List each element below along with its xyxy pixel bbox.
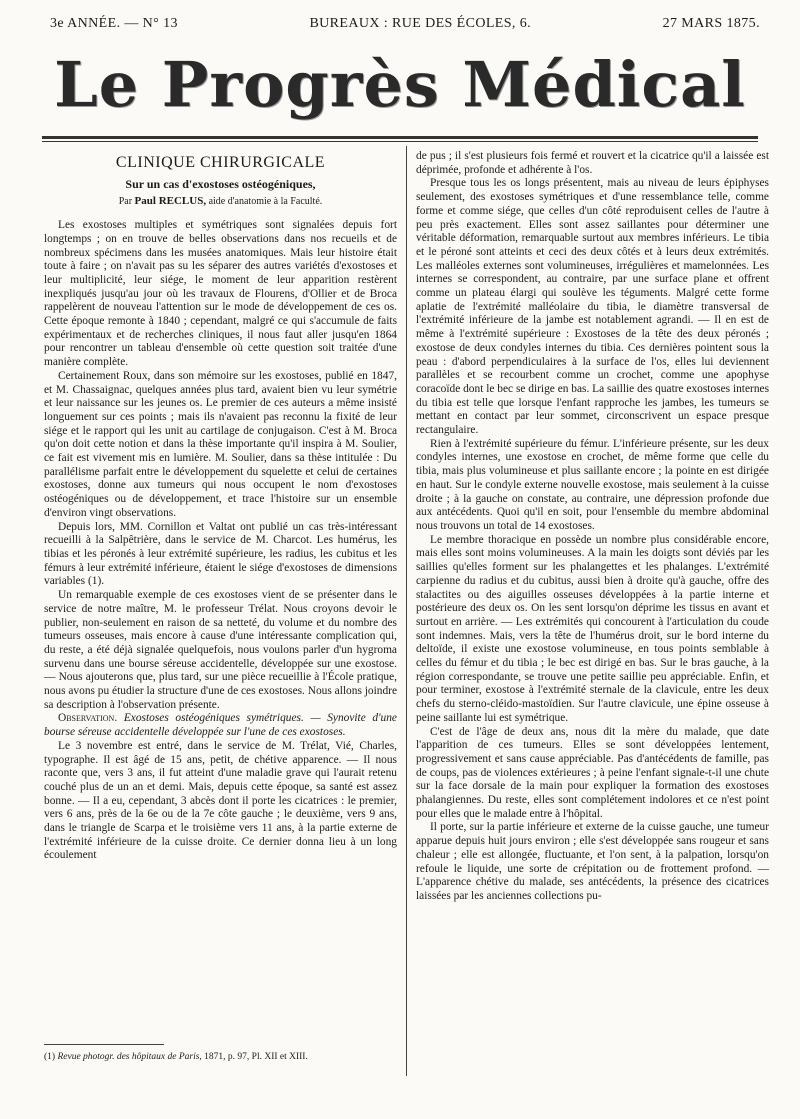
paragraph: Certainement Roux, dans son mémoire sur les exostoses, publié en 1847, et M. Chassaignac, quelques années plus tard, avaient bien vu leur symétrie et leur naissance sur les jeunes os. Le premier de ces auteurs a même insisté longuement sur ces points ; mais ils n'avaient pas reconnu la fixité de leur siége et le rapport qui les unit au cartilage de conjugaison. C'est à M. Broca qu'on doit cette notion et dans la thèse importante qu'il inspira à M. Soulier, ce fait est vivement mis en lumière. M. Soulier, dans sa thèse intitulée : Du parallélisme parfait entre le développement du squelette et celui de certaines exostoses, donne aux tumeurs qui nous occupent le nom d'exostoses ostéogéniques ou de développement, et trace l'histoire sur un ensemble d'environ vingt observations. <box>44 369 397 519</box>
observation-heading <box>44 712 397 739</box>
paragraph: Il porte, sur la partie inférieure et externe de la cuisse gauche, une tumeur apparue depuis huit jours environ ; elle s'est développée sans rougeur et sans chaleur ; elle est allongée, fluctuante, et l'on sent, à la palpation, lorsqu'on refoule le liquide, une sorte de crépitation ou de frottement profond. — L'apparence chétive du malade, ses antécédents, la présence des cicatrices laissées par les anciennes collections pu- <box>416 821 769 902</box>
observation-label: Observation. <box>58 712 118 725</box>
right-column <box>416 150 769 904</box>
paragraph: Presque tous les os longs présentent, mais au niveau de leurs épiphyses seulement, des exostoses symétriques et d'une ressemblance telle, comme forme et comme siége, que celles d'un côté reproduisent celles de l'autre à peu près exactement. Elles sont assez saillantes pour déterminer une véritable déformation, remarquable surtout aux membres inférieurs. Le tibia et le péroné sont atteints et ceci des deux côtés et à leurs deux extrémités. Les malléoles externes sont volumineuses, irrégulières et mamelonnées. Les internes se correspondent, au contraire, par une surface plane et offrent comme un plateau élargi qui soulève les téguments. Malgré cette forme aplatie de l'extrémité malléolaire du tibia, le diamètre transversal de l'extrémité inférieure de la jambe est notablement agrandi. — Il en est de même à l'extrémité supérieure : Exostoses de la tête des deux péronés ; exostose de deux condyles internes du tibia. Ces dernières pointent sous la peau : d'abord perpendiculaires à la surface de l'os, elles lui deviennent parallèles et se recourbent comme un crochet, comme une apophyse coracoïde dont le bec se dirige en bas. La saillie des quatre exostoses internes du tibia est telle que lorsque l'enfant rapproche les jambes, les tumeurs se mettant en contact par leur sommet, circonscrivent un espace presque rectangulaire. <box>416 177 769 437</box>
footnote <box>44 1052 397 1062</box>
paragraph: de pus ; il s'est plusieurs fois fermé et rouvert et la cicatrice qu'il a laissée est déprimée, profonde et adhérente à l'os. <box>416 150 769 176</box>
author-name: Paul RECLUS, <box>134 195 207 208</box>
left-column <box>44 150 397 863</box>
article-title: Sur un cas d'exostoses ostéogéniques, <box>125 176 316 191</box>
byline-prefix: Par <box>118 196 133 208</box>
page-header <box>50 16 760 36</box>
section-title: CLINIQUE CHIRURGICALE <box>115 154 326 171</box>
paragraph: Un remarquable exemple de ces exostoses vient de se présenter dans le service de notre maître, M. le professeur Trélat. Nous croyons devoir le publier, non-seulement en raison de sa netteté, du volume et du nombre des tumeurs osseuses, mais encore à cause d'une intéressante complication qui, du reste, a été déjà signalée quelquefois, nous voulons parler d'un hygroma survenu dans une bourse séreuse accidentelle, développée sur une exostose. — Nous ajouterons que, plus tard, sur une pièce recueillie à l'École pratique, nous avons pu étudier la structure d'une de ces exostoses. Nous allons joindre sa description à l'observation présente. <box>44 589 397 711</box>
masthead-rule-thin <box>42 141 758 142</box>
masthead-rule-thick <box>42 136 758 139</box>
observation-title: Exostoses ostéogéniques symétriques. — Synovite d'une bourse séreuse accidentelle développée sur l'une de ces exostoses. <box>44 712 397 739</box>
byline <box>44 195 397 209</box>
paragraph: Le membre thoracique en possède un nombre plus considérable encore, mais elles sont moins volumineuses. A la main les doigts sont déviés par les saillies qu'elles forment sur les phalangettes et les phalanges. L'extrémité carpienne du radius et du cubitus, aussi bien à droite qu'à gauche, offre des stalactites ou des aiguilles osseuses développées à la partie interne et postérieure des deux os. On les sent lorsqu'on déprime les tissus en avant et surtout en arrière. — Les extrémités qui concourent à l'articulation du coude sont indemnes. Mais, vers la tête de l'humérus droit, sur le bord interne du deltoïde, il existe une exostose volumineuse, en tous points semblable à celles du fémur et du tibia ; le bec est dirigé en bas. Sur le bras gauche, à la région correspondante, se trouve une petite saillie peu appréciable. Enfin, et pour terminer, exostose à l'extrémité sternale de la clavicule, entre les deux chefs du sterno-cléido-mastoïdien. Sur l'autre clavicule, une épine osseuse à peine saillante lui est symétrique. <box>416 533 769 724</box>
byline-suffix: aide d'anatomie à la Faculté. <box>208 196 323 208</box>
footnote-rest: 1871, p. 97, Pl. XII et XIII. <box>204 1052 308 1062</box>
column-divider <box>406 146 407 1076</box>
masthead-title: Le Progrès Médical <box>54 48 746 121</box>
paragraph: C'est de l'âge de deux ans, nous dit la mère du malade, que date l'apparition de ces tumeurs. Elles se sont développées lentement, progressivement et sans cause appréciable. Pas d'antécédents de famille, pas de coups, pas de violences extérieures ; à peine l'enfant signale-t-il une chute sur la face dorsale de la main pour expliquer la formation des exostoses phalangiennes. Du reste, elles sont complétement indolores et ce n'est point pour elles que le malade entre à l'hôpital. <box>416 725 769 820</box>
issue-number: 3e ANNÉE. — N° 13 <box>50 16 178 31</box>
issue-date: 27 MARS 1875. <box>662 16 760 31</box>
paragraph: Les exostoses multiples et symétriques sont signalées depuis fort longtemps ; on en trouve de belles observations dans nos recueils et de nombreux spécimens dans les musées anatomiques. Mais leur histoire était toute à faire ; on n'avait pas su les séparer des autres variétés d'exostoses et leur multiplicité, leur siége, le moment de leur apparition restèrent inexpliqués jusqu'au jour où les travaux de Flourens, d'Ollier et de Broca rappelèrent de nouveau l'attention sur le mode de développement de ces os. Cette époque remonte à 1840 ; cependant, malgré ce qui s'accumule de faits expérimentaux et de recherches cliniques, il nous faut aller jusqu'en 1864 pour rencontrer un tableau d'ensemble où cette question soit traitée d'une manière complète. <box>44 219 397 369</box>
footnote-marker: (1) <box>44 1052 56 1062</box>
footnote-rule <box>44 1044 164 1045</box>
observation-paragraph: Le 3 novembre est entré, dans le service de M. Trélat, Vié, Charles, typographe. Il est âgé de 15 ans, petit, de chétive apparence. — Il nous raconte que, vers 3 ans, il fut atteint d'une maladie grave qui l'aurait retenu couché plus de un an et demi. Mais, depuis cette époque, sa santé est assez bonne. — Il a eu, cependant, 3 abcès dont il porte les cicatrices : le premier, vers 6 ans, près de la 6e ou de la 7e côte gauche ; le deuxième, vers 9 ans, dans le triangle de Scarpa et le troisième vers 11 ans, à la partie externe de l'extrémité inférieure de la cuisse droite. Ce dernier donna lieu à un long écoulement <box>44 739 397 862</box>
paragraph: Depuis lors, MM. Cornillon et Valtat ont publié un cas très-intéressant recueilli à la Salpêtrière, dans le service de M. Charcot. Les humérus, les tibias et les péronés à leur extrémité supérieure, les radius, les cubitus et les fémurs à leur extrémité inférieure, étaient le siége d'exostoses de dimensions variables (1). <box>44 520 397 588</box>
office-address: BUREAUX : RUE DES ÉCOLES, 6. <box>309 16 532 31</box>
paragraph: Rien à l'extrémité supérieure du fémur. L'inférieure présente, sur les deux condyles internes, une exostose en crochet, de même forme que celle du tibia, mais plus volumineuse et plus saillante encore ; la pointe en est dirigée en haut. Sur le condyle externe nouvelle exostose, mais seulement à la cuisse droite ; à la gauche on constate, au contraire, une dépression profonde due aux antécédents. Quoi qu'il en soit, pour l'ensemble du membre abdominal nous trouvons un total de 14 exostoses. <box>416 437 769 532</box>
footnote-source: Revue photogr. des hôpitaux de Paris, <box>57 1052 202 1062</box>
